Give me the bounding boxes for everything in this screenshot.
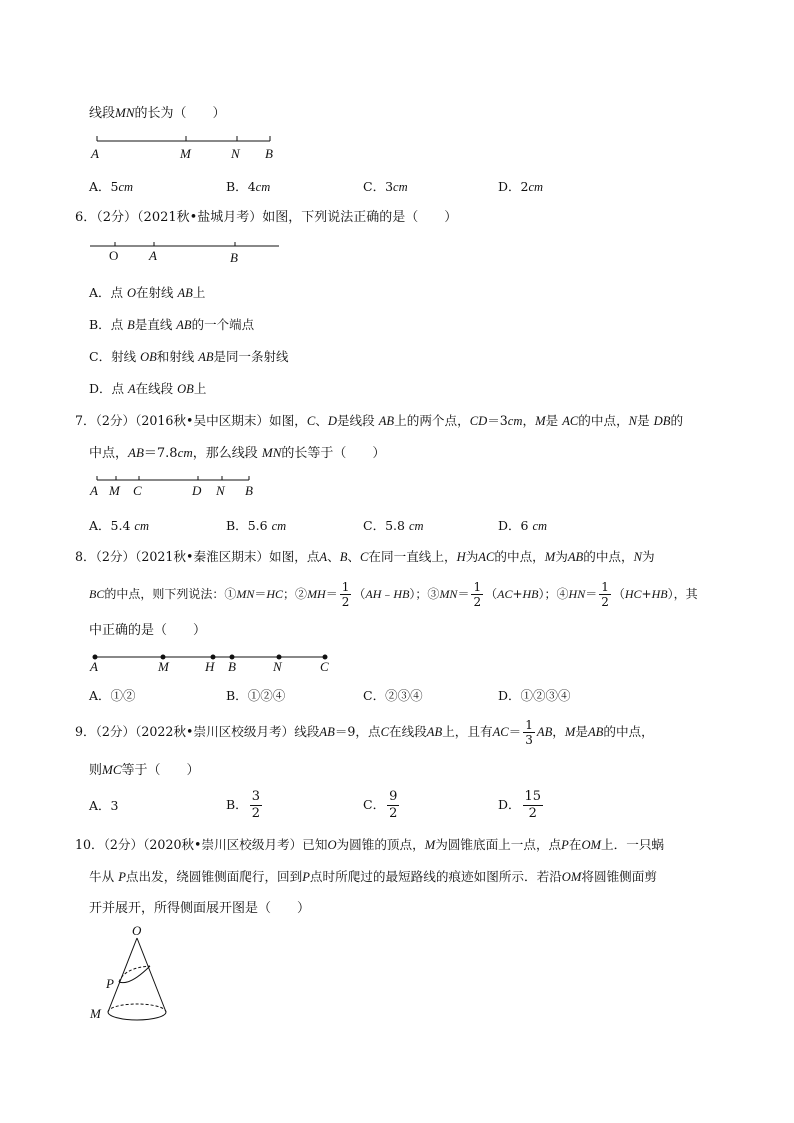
q6-option-a[interactable]: A．点 O在射线 AB上 xyxy=(89,285,206,300)
q8-fraction-2: $\frac{1}{2}$ xyxy=(473,580,482,609)
q8-label-h: H xyxy=(205,659,215,674)
q6-stem: 6．（2分）（2021秋•盐城月考）如图，下列说法正确的是（ ） xyxy=(75,210,458,225)
q9-option-a[interactable]: A．3 xyxy=(89,798,119,813)
q5-label-n: N xyxy=(231,146,240,161)
q6-option-d[interactable]: D．点 A在线段 OB上 xyxy=(89,381,207,396)
q5-option-c[interactable]: C．3cm xyxy=(363,179,408,194)
q5-figure xyxy=(85,134,285,166)
q10-label-o: O xyxy=(132,923,142,938)
q5-option-b[interactable]: B．4cm xyxy=(226,179,271,194)
q7-label-n: N xyxy=(216,483,225,498)
q7-label-a: A xyxy=(90,483,98,498)
q8-fraction-3: $\frac{1}{2}$ xyxy=(601,580,609,609)
q7-label-m: M xyxy=(109,483,120,498)
q7-stem-line1: 7．（2分）（2016秋•吴中区期末）如图，C、D是线段 AB上的两个点，CD＝3cm，M是 AC的中点，N是 DB的 xyxy=(75,413,684,428)
q9-option-b[interactable]: B． $\frac{3}{2}$ xyxy=(226,789,260,821)
q9-option-d[interactable]: D． $\frac{15}{2}$ xyxy=(498,789,542,821)
q6-label-a: A xyxy=(149,248,157,263)
q8-option-a[interactable]: A．①② xyxy=(89,688,136,703)
q8-stem-line2: BC的中点，则下列说法：①MN＝HC；②MH＝ $\frac{1}{2}$ （AH﹣HB）；③MN＝ $\frac{1}{2}$ （AC+HB）；④HN＝ $\frac{1}{2}$ （HC+HB），其 xyxy=(89,580,698,609)
q6-label-b: B xyxy=(230,250,238,265)
q6-figure xyxy=(88,240,288,268)
q7-label-b: B xyxy=(245,483,253,498)
q8-label-b: B xyxy=(228,659,236,674)
q8-figure xyxy=(87,651,337,675)
q9-option-c[interactable]: C． $\frac{9}{2}$ xyxy=(363,789,398,821)
q10-stem-line3: 开并展开，所得侧面展开图是（ ） xyxy=(89,901,311,916)
q9-fraction: $\frac{1}{3}$ xyxy=(525,718,533,747)
q5-label-m: M xyxy=(180,146,191,161)
q7-label-d: D xyxy=(192,483,202,498)
q8-option-d[interactable]: D．①②③④ xyxy=(498,688,571,703)
q7-option-d[interactable]: D．6 cm xyxy=(498,518,548,533)
q7-figure xyxy=(87,474,267,502)
q5-label-a: A xyxy=(91,146,99,161)
q6-option-b[interactable]: B．点 B是直线 AB的一个端点 xyxy=(89,317,255,332)
q9-stem-line1: 9．（2分）（2022秋•崇川区校级月考）线段AB＝9，点C在线段AB上，且有AC＝ $\frac{1}{3}$ AB，M是AB的中点， xyxy=(75,718,654,747)
q7-option-a[interactable]: A．5.4 cm xyxy=(89,518,149,533)
q8-option-b[interactable]: B．①②④ xyxy=(226,688,286,703)
q8-stem-line1: 8．（2分）（2021秋•秦淮区期末）如图，点A、B、C在同一直线上，H为AC的中点，M为AB的中点，N为 xyxy=(75,549,655,564)
q5-option-d[interactable]: D．2cm xyxy=(498,179,544,194)
q7-option-b[interactable]: B．5.6 cm xyxy=(226,518,287,533)
q10-label-m: M xyxy=(90,1006,101,1021)
q8-label-c: C xyxy=(320,659,329,674)
q8-label-m: M xyxy=(158,659,169,674)
q5-option-a[interactable]: A．5cm xyxy=(89,179,134,194)
q7-label-c: C xyxy=(133,483,142,498)
q7-option-c[interactable]: C．5.8 cm xyxy=(363,518,424,533)
q5-stem: 线段MN的长为（ ） xyxy=(89,105,226,121)
q7-stem-line2: 中点，AB＝7.8cm，那么线段 MN的长等于（ ） xyxy=(89,445,386,461)
q10-stem-line2: 牛从 P点出发，绕圆锥侧面爬行，回到P点时所爬过的最短路线的痕迹如图所示．若沿OM将圆锥侧面剪 xyxy=(89,869,657,884)
q8-fraction-1: $\frac{1}{2}$ xyxy=(341,580,350,609)
q8-option-c[interactable]: C．②③④ xyxy=(363,688,423,703)
q8-label-a: A xyxy=(90,659,98,674)
q10-cone-figure xyxy=(86,922,186,1028)
q10-stem-line1: 10．（2分）（2020秋•崇川区校级月考）已知O为圆锥的顶点，M为圆锥底面上一点，点P在OM上．一只蜗 xyxy=(75,837,664,852)
q10-label-p: P xyxy=(106,976,114,991)
q6-option-c[interactable]: C．射线 OB和射线 AB是同一条射线 xyxy=(89,349,289,364)
q5-label-b: B xyxy=(265,146,273,161)
q8-stem-line3: 中正确的是（ ） xyxy=(89,623,207,638)
q9-stem-line2: 则MC等于（ ） xyxy=(89,762,200,778)
q6-label-o: O xyxy=(109,248,119,263)
q8-label-n: N xyxy=(273,659,282,674)
